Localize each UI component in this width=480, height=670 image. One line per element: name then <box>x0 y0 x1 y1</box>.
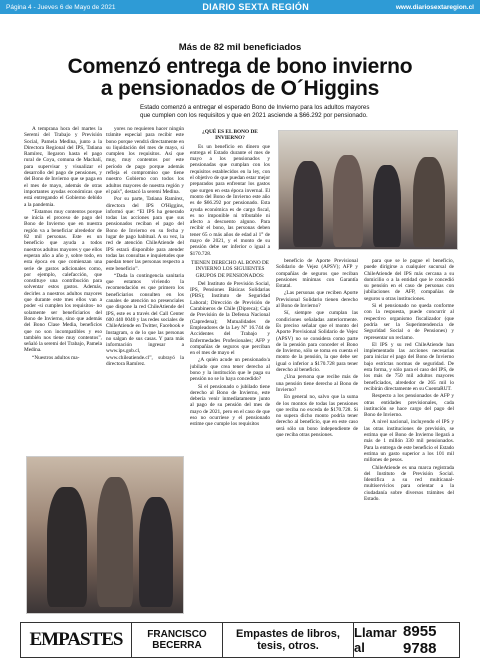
ad-brand: EMPASTES <box>21 623 132 657</box>
paragraph: Sí, siempre que cumplan las condiciones señaladas anteriormente. Es preciso señalar que el monto del Aporte Previsional Solidario de Vejez (APSV) no se considera como parte de la pensión para conceder el Bono de Invierno, sólo se toma en cuenta el monto de la pensión, la que debe ser igual o inferior a $170.728 para tener derecho al beneficio. <box>276 310 358 374</box>
headline-line-1: Comenzó entrega de bono invierno <box>67 55 413 78</box>
ad-slogan-line-1: Empastes de libros, <box>236 628 340 640</box>
paragraph: Respecto a los pensionados de AFP y otras entidades previsionales, cada institución se hace cargo del pago del Bono de Invierno. <box>364 393 454 419</box>
paragraph: para que se le pague el beneficio, puede dirigirse a cualquier sucursal de ChileAtiende del IPS más cercana a su domicilio o a la entidad que le concedió su pensión en el caso de personas con jubilaciones de AFP, compañías de seguros u otras instituciones. <box>364 258 454 302</box>
page-label: Página 4 - Jueves 6 de Mayo de 2021 <box>6 3 116 11</box>
photo-officials-at-pay-point <box>278 130 458 250</box>
ad-slogan <box>223 623 354 657</box>
newspaper-title: DIARIO SEXTA REGIÓN <box>202 2 310 12</box>
section-subhead: ¿QUÉ ES EL BONO DE INVIERNO? <box>202 129 258 142</box>
paragraph: A nivel nacional, incluyendo el IPS y las otras instituciones de previsión, se estima que el Bono de Invierno llegará a más de 1 millón 330 mil pensionados. Para la entrega de este beneficio el Estado estima un gasto superior a los 101 mil millones de pesos. <box>364 419 454 464</box>
article-headline <box>0 56 480 100</box>
ad-call <box>354 623 459 657</box>
text-column-1 <box>24 126 102 452</box>
text-column-4 <box>276 258 358 638</box>
paragraph: Si el pensionado o jubilado tiene derecho al Bono de Invierno, este debería venir inmediatamente junto al pago de su pensión del mes de mayo de 2021, pero en el caso de que eso no ocurriese y el pensionado estime que cumple los requisitos <box>190 383 270 428</box>
paragraph: yores no requieren hacer ningún trámite especial para recibir este bono porque vendrá directamente en su liquidación del mes de mayo, si cumplen los requisitos. Así que muy, muy contentos por este período de pago porque además refleja el compromiso que tiene nuestro Gobierno con todos los adultos mayores de nuestra región y el país”, destacó la seremi Medina. <box>106 126 184 195</box>
article-deck: Estado comenzó a entregar el esperado Bono de Invierno para los adultos mayores que cumplen con los requisitos y que en 2021 asciende a $66.292 por pensionado. <box>140 104 370 119</box>
ad-person-first: FRANCISCO <box>147 629 207 640</box>
ad-person <box>132 623 223 657</box>
paragraph: ChileAtiende es una marca registrada del Instituto de Previsión Social. Identifica a su red multicanal-multiservicios para orientar a la ciudadanía sobre diversos trámites del Estado. <box>364 464 454 502</box>
headline-line-2: a pensionados de O´Higgins <box>100 77 380 100</box>
paragraph: Es un beneficio en dinero que entrega el Estado durante el mes de mayo a los pensionados y pensionadas que cumplan con los requisitos establecidos en la ley, con el objetivo de que puedan estar mejor preparados para enfrentar los gastos que surgen en esta época invernal. El monto del Bono de Invierno este año es de $66.292 por pensionado. Esta ayuda económica es de cargo fiscal, es no imponible ni tributable ni afecto a descuento alguno. Para recibir el bono, las personas deben tener 65 o más años de edad al 1° de mayo de 2021, y el monto de su pensión debe ser inferior o igual a $170.728. <box>190 143 270 257</box>
paragraph: Del Instituto de Previsión Social, IPS, Pensiones Básicas Solidarias (PBS); Instituto de Seguridad Laboral; Dirección de Previsión de Carabineros de Chile (Dipreca); Caja de Previsión de la Defensa Nacional (Capredena); Mutualidades de Empleadores de la Ley N° 16.744 de Accidentes del Trabajo y Enfermedades Profesionales; AFP y compañías de seguros que perciban en el mes de mayo el <box>190 280 270 357</box>
paragraph: En general no, salvo que la suma de los montos de todas las pensiones que reciba no exceda de $170.728. Si no supera dicho monto podría tener derecho al beneficio, que en este caso será sólo un bono independiente de que reciba otras pensiones. <box>276 394 358 439</box>
text-column-3 <box>190 126 270 646</box>
ad-person-last: BECERRA <box>152 640 202 651</box>
paragraph: Si el pensionado no queda conforme con la respuesta, puede concurrir al respectivo organismo fiscalizador (que podría ser la Superintendencia de Seguridad Social o de Pensiones) y representar un reclamo. <box>364 303 454 341</box>
ad-slogan-line-2: tesis, otros. <box>257 640 319 652</box>
ad-call-label: Llamar al <box>354 625 397 655</box>
paragraph: Por su parte, Tatiana Ramírez, directora del IPS O'Higgins, informó que: “El IPS ha generado todas las acciones para que sus pensionados reciban el pago del Bono de Invierno en su fecha y lugar de pago habitual. A su vez, la red de atención ChileAtiende del IPS estará disponible para atender todas las consultas e inquietudes que puedan tener las personas respecto a este beneficio”. <box>106 196 184 272</box>
newspaper-url[interactable]: www.diariosextaregion.cl <box>395 3 474 11</box>
paragraph: beneficio de Aporte Previsional Solidario de Vejez (APSV); AFP y compañías de seguros que reciban pensiones mínimas con Garantía Estatal. <box>276 258 358 290</box>
paragraph: ¿A quién acude un pensionado/a jubilado que crea tener derecho al bono y la institución que le paga su pensión no se lo haya concedido? <box>190 357 270 383</box>
ad-phone-number[interactable]: 8955 9788 <box>403 623 437 657</box>
section-subhead: TIENEN DERECHO AL BONO DE INVIERNO LOS SIGUIENTES GRUPOS DE PENSIONADOS: <box>190 259 270 279</box>
page-header <box>0 0 480 14</box>
paragraph: “Estamos muy contentos porque se inicia el proceso de pago del Bono de Invierno que en nuestra región va a beneficiar alrededor de 82 mil personas. Este es un beneficio que ayuda a todos nuestros adultos mayores y que ellos esperan año a año y, sobre todo, en esta época en que comienzan una serie de gastos adicionales como, por ejemplo, calefacción, que constituye una contribución para solventar estos gastos. Además, decirles a nuestros adultos mayores que durante este mes ellos van a poder -si cumplen los requisitos- no solamente ser beneficiarios del Bono de Invierno, sino que además del Bono Clase Media, beneficios que no son incompatibles y eso también nos tiene muy contentos”, señaló la seremi del Trabajo, Pamela Medina. <box>24 208 102 354</box>
photo-pensioner-receiving-payment <box>26 456 184 614</box>
paragraph: “Nuestros adultos ma- <box>32 354 80 361</box>
paragraph: A temprana hora del martes la Seremi del Trabajo y Previsión Social, Pamela Medina, junto a la Directora Regional del IPS, Tatiana Ramírez, llegaron hasta el pago rural de Coya, comuna de Machalí, para supervisar y visualizar el desarrollo del pago de pensiones, y del Bono de Invierno que se paga en el mes de mayo, además de otras importantes ayudas económicas que está entregando el Gobierno debido a la pandemia. <box>24 126 102 208</box>
paragraph: ¿Las personas que reciben Aporte Previsional Solidario tienen derecho al Bono de Invierno? <box>276 290 358 310</box>
advertisement-banner[interactable] <box>20 622 460 658</box>
text-column-5 <box>364 258 454 638</box>
paragraph: “Dada la contingencia sanitaria que estamos viviendo la recomendación es que primero los beneficiarios consulten en los canales de atención no presenciales que dispone la red ChileAtiende del IPS, este es a través del Call Center 600 440 0040 y las redes sociales de ChileAtiende en Twitter, Facebook e Instagram, o de lo que las personas no salgan de sus casas. Y para más información ingresar a www.ips.gob.cl, www.chileatiende.cl”, subrayó la directora Ramírez. <box>106 272 184 367</box>
paragraph: El IPS y su red ChileAtiende han implementado las acciones necesarias para iniciar el pago del Bono de Invierno bajo estrictas normas de seguridad. De esta forma, y sólo para el caso del IPS, de los más de 750 mil adultos mayores beneficiados, alrededor de 265 mil lo recibirán directamente en su CuentaRUT. <box>364 341 454 392</box>
article-kicker: Más de 82 mil beneficiados <box>178 42 302 53</box>
text-column-2 <box>106 126 184 452</box>
paragraph: ¿Una persona que recibe más de una pensión tiene derecho al Bono de Invierno? <box>276 374 358 393</box>
